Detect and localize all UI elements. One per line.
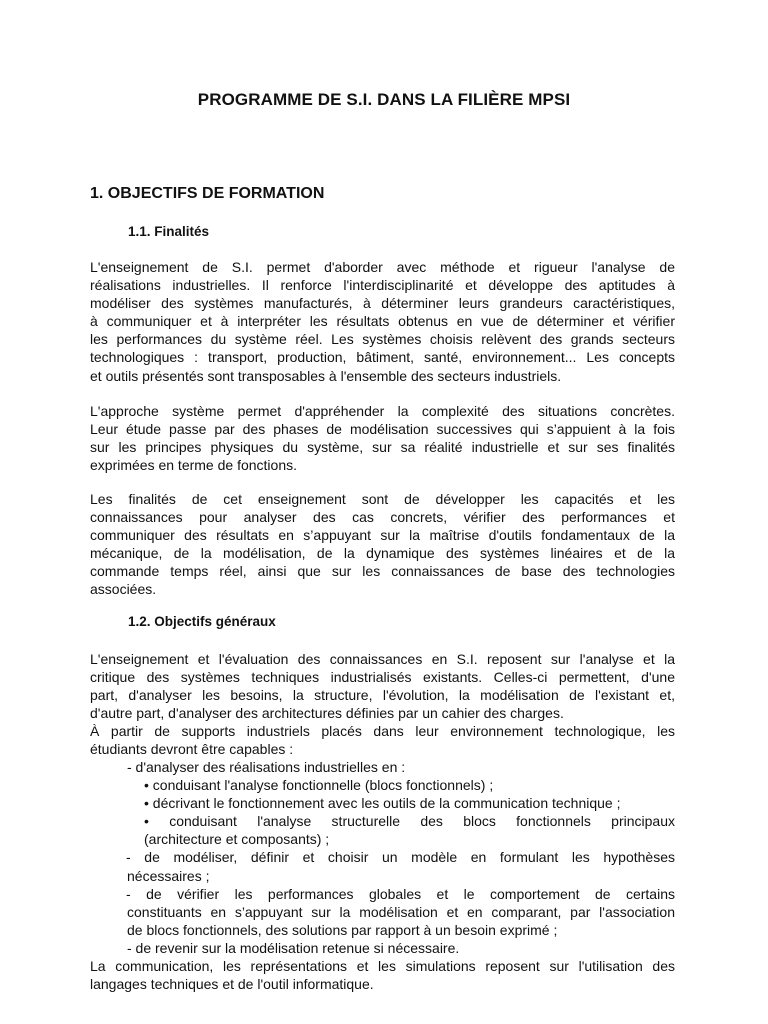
text-line: L'approche système permet d'appréhender la complexité des situations concrètes.	[90, 403, 675, 419]
text-line: Leur étude passe par des phases de modélisation successives qui s’appuient à la fois	[90, 421, 675, 438]
list-item: - d'analyser des réalisations industrielles en :	[127, 759, 406, 775]
list-item: - de vérifier les performances globales et le comportement de certains	[126, 885, 675, 902]
list-item: • conduisant l'analyse fonctionnelle (blocs fonctionnels) ;	[144, 777, 494, 794]
subsection-heading-finalites: 1.1. Finalités	[128, 224, 210, 239]
text-line: commande temps réel, ainsi que sur les connaissances de base des technologies	[90, 563, 675, 580]
paragraph-finalites-2	[90, 402, 675, 474]
text-line: La communication, les représentations et les simulations reposent sur l'utilisation des	[90, 958, 675, 974]
text-line: exprimées en terme de fonctions.	[90, 457, 297, 474]
paragraph-objectifs-1	[90, 650, 675, 759]
text-line: connaissances pour analyser des cas concrets, vérifier des performances et	[90, 509, 675, 526]
text-line: et outils présentés sont transposables à l'ensemble des secteurs industriels.	[90, 367, 562, 384]
page-title: PROGRAMME DE S.I. DANS LA FILIÈRE MPSI	[197, 90, 571, 109]
paragraph-finalites-3	[90, 490, 675, 599]
paragraph-closing	[90, 957, 675, 993]
text-line: L'enseignement et l'évaluation des connaissances en S.I. reposent sur l'analyse et la	[90, 651, 675, 667]
capabilities-list	[90, 758, 675, 957]
list-item: • décrivant le fonctionnement avec les outils de la communication technique ;	[144, 795, 621, 812]
list-item-continuation: nécessaires ;	[127, 867, 210, 884]
text-line: réalisations industrielles. Il renforce l'interdisciplinarité et développe des aptitudes à	[90, 277, 675, 294]
text-line: d'autre part, d'analyser des architectures définies par un cahier des charges.	[90, 705, 564, 722]
text-line: critique des systèmes techniques industrialisés existants. Celles-ci permettent, d'une	[90, 669, 675, 686]
text-line: étudiants devront être capables :	[90, 741, 294, 758]
text-line: sur les principes physiques du système, sur sa réalité industrielle et sur ses finalités	[90, 439, 675, 456]
subsection-heading-objectifs-generaux: 1.2. Objectifs généraux	[128, 614, 276, 629]
text-line: part, d'analyser les besoins, la structure, l'évolution, la modélisation de l'existant et,	[90, 687, 675, 704]
text-line: L'enseignement de S.I. permet d'aborder avec méthode et rigueur l'analyse de	[90, 259, 675, 275]
list-item-continuation: (architecture et composants) ;	[144, 831, 330, 848]
text-line: technologiques : transport, production, bâtiment, santé, environnement... Les concepts	[90, 349, 675, 366]
text-line: associées.	[90, 581, 157, 598]
section-heading-objectifs: 1. OBJECTIFS DE FORMATION	[90, 185, 325, 202]
list-item: • conduisant l'analyse structurelle des blocs fonctionnels principaux	[144, 813, 675, 830]
text-line: les performances du système réel. Les systèmes choisis relèvent des grands secteurs	[90, 331, 675, 348]
text-line: À partir de supports industriels placés dans leur environnement technologique, les	[90, 723, 675, 740]
list-item: - de revenir sur la modélisation retenue si nécessaire.	[127, 939, 460, 956]
text-line: à communiquer et à interpréter les résultats obtenus en vue de déterminer et vérifier	[90, 313, 675, 330]
text-line: mécanique, de la modélisation, de la dynamique des systèmes linéaires et de la	[90, 545, 675, 562]
text-line: Les finalités de cet enseignement sont de développer les capacités et les	[90, 491, 675, 507]
paragraph-finalites-1	[90, 258, 675, 385]
text-line: langages techniques et de l'outil informatique.	[90, 976, 374, 993]
list-item-continuation: constituants en s’appuyant sur la modélisation et en comparant, par l'association	[127, 903, 675, 920]
list-item: - de modéliser, définir et choisir un modèle en formulant les hypothèses	[126, 849, 675, 866]
text-line: communiquer des résultats en s’appuyant sur la maîtrise d'outils fondamentaux de la	[90, 527, 675, 544]
list-item-continuation: de blocs fonctionnels, des solutions par rapport à un besoin exprimé ;	[127, 921, 558, 938]
text-line: modéliser des systèmes manufacturés, à déterminer leurs grandeurs caractéristiques,	[90, 295, 675, 312]
